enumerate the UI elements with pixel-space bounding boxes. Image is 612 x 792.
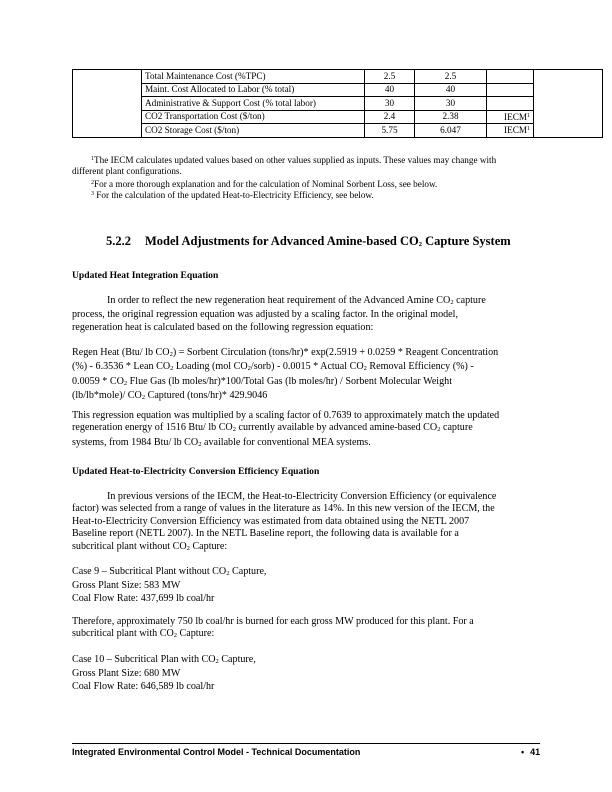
table-row [73,83,603,97]
table-row [73,97,603,111]
row-value-1: 2.5 [365,70,415,84]
subheading-efficiency: Updated Heat-to-Electricity Conversion Efficiency Equation [72,466,320,477]
row-value-2: 6.047 [415,124,487,138]
row-note [487,70,534,84]
row-value-2: 40 [415,83,487,97]
paragraph-efficiency: In previous versions of the IECM, the Heat-to-Electricity Conversion Efficiency (or equivalence factor) was selected from a range of values in the literature as 14%. In this new version of the IECM, the Heat-to-Electricity Conversion Efficiency was estimated from data obtained using the NETL 2007 Baseline report (NETL 2007). In the NETL Baseline report, the following data is available for a subcritical plant without $CO_2$ Capture: [72,491,497,552]
section-number: 5.2.2 [106,234,131,248]
row-value-2: 2.38 [415,110,487,124]
paragraph-scaling-factor: This regression equation was multiplied by a scaling factor of 0.7639 to approximately match the updated regeneration energy of 1516 Btu/ lb $CO_2$ currently available by advanced amine-based $CO_2$ capture systems, from 1984 Btu/ lb $CO_2$ available for conventional MEA systems. [72,410,500,448]
footer-divider [72,743,540,744]
row-label: Maint. Cost Allocated to Labor (% total) [142,83,365,97]
row-value-1: 5.75 [365,124,415,138]
section-heading: 5.2.2 Model Adjustments for Advanced Amine-based $CO_2$ Capture System [106,234,511,248]
row-value-2: 30 [415,97,487,111]
bullet-icon: • [521,747,525,757]
table-row [73,70,603,84]
table-row [73,124,603,138]
row-value-1: 2.4 [365,110,415,124]
case-9-data: Case 9 – Subcritical Plant without $CO_2$ Capture, Gross Plant Size: 583 MW Coal Flow Rate: 437,699 lb coal/hr [72,566,267,604]
case-10-data: Case 10 – Subcritical Plan with $CO_2$ Capture, Gross Plant Size: 680 MW Coal Flow Rate: 646,589 lb coal/hr [72,654,256,692]
row-note [487,97,534,111]
row-value-1: 30 [365,97,415,111]
row-label: CO2 Storage Cost ($/ton) [142,124,365,138]
table-row [73,110,603,124]
paragraph-regen-heat: In order to reflect the new regeneration heat requirement of the Advanced Amine $CO_2$ capture process, the original regression equation was adjusted by a scaling factor. In the original model, regeneration heat is calculated based on the following regression equation: [72,295,486,333]
row-value-2: 2.5 [415,70,487,84]
page-number: • 41 [521,747,541,757]
row-label: Administrative & Support Cost (% total labor) [142,97,365,111]
footnote-3: $^3$ For the calculation of the updated Heat-to-Electricity Efficiency, see below. [91,190,374,200]
cost-table [72,69,603,138]
row-label: CO2 Transportation Cost ($/ton) [142,110,365,124]
footnote-1: $^1$The IECM calculates updated values based on other values supplied as inputs. These values may change with different plant configurations. [72,155,497,176]
footer-title: Integrated Environmental Control Model - Technical Documentation [72,747,361,757]
row-note [487,83,534,97]
row-note: IECM$^1$ [487,124,534,138]
footnote-2: $^2$For a more thorough explanation and for the calculation of Nominal Sorbent Loss, see below. [91,179,438,189]
paragraph-coal-rate: Therefore, approximately 750 lb coal/hr is burned for each gross MW produced for this plant. For a subcritical plant with $CO_2$ Capture: [72,616,474,640]
row-label: Total Maintenance Cost (%TPC) [142,70,365,84]
row-note: IECM$^1$ [487,110,534,124]
regression-equation: Regen Heat (Btu/ lb $CO_2$) = Sorbent Circulation (tons/hr)* exp(2.5919 + 0.0259 * Reagent Concentration (%) - 6.3536 * Lean $CO_2$ Loading (mol $CO_2/sorb) - 0.0015$ * Actual $CO_2$ Removal Efficiency (%) - $0.0059 * CO_2$ Flue Gas (lb moles/hr)*100/Total Gas (lb moles/hr) / Sorbent Molecular Weight (lb/lb*mole)/ $CO_2$ Captured (tons/hr)* 429.9046 [72,347,499,402]
subheading-heat-integration: Updated Heat Integration Equation [72,270,219,281]
row-value-1: 40 [365,83,415,97]
